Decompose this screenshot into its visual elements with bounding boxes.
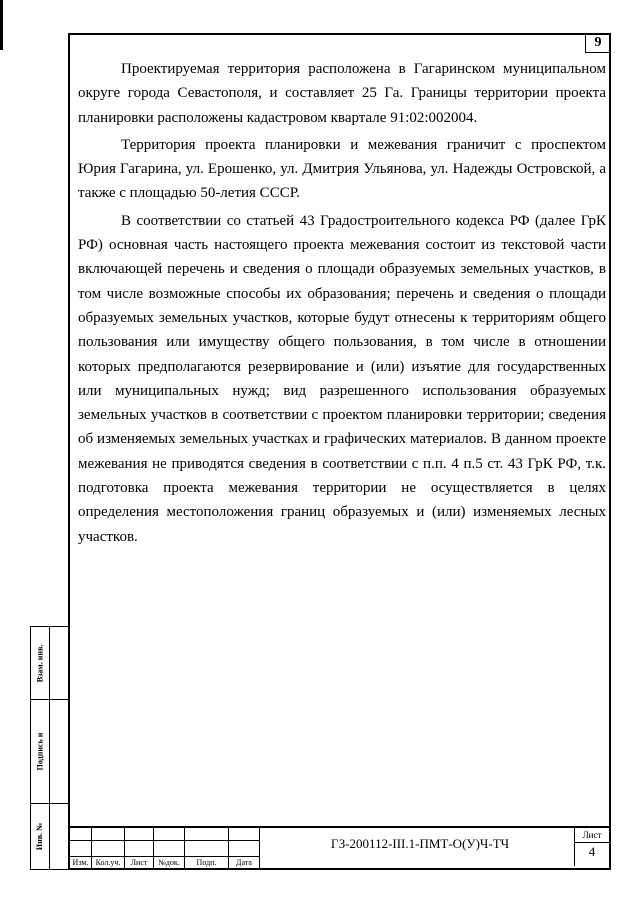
- side-col-line: [49, 627, 50, 869]
- tb-label-list: Лист: [125, 856, 154, 868]
- sheet-box: [574, 828, 609, 866]
- tb-label-kolutch: Кол.уч.: [92, 856, 125, 868]
- side-stamp-strip: [30, 626, 68, 870]
- side-label-vzam-inv: Взам. инв.: [35, 644, 45, 682]
- tb-label-podp: Подп.: [185, 856, 229, 868]
- tb-row-line-1: [70, 840, 260, 841]
- paragraph-1: Проектируемая территория расположена в Гагаринском муниципальном округе города Севастополя, и составляет 25 Га. Границы территории проекта планировки расположены кадастровом квартале 91:02:002004.: [78, 61, 606, 126]
- tb-label-data: Дата: [229, 856, 260, 868]
- scan-artifact-mark: [0, 0, 3, 50]
- tb-label-izm: Изм.: [70, 856, 92, 868]
- top-sheet-number: 9: [585, 33, 611, 53]
- side-label-podpis: Подпись и: [35, 732, 45, 770]
- paragraph-2: Территория проекта планировки и межевания граничит с проспектом Юрия Гагарина, ул. Ерошенко, ул. Дмитрия Ульянова, ул. Надежды Островской, а также с площадью 50-летия СССР.: [78, 136, 606, 202]
- document-code: ГЗ-200112-III.1-ПМТ-О(У)Ч-ТЧ: [330, 836, 510, 851]
- title-block: [70, 826, 609, 868]
- drawing-frame: [68, 33, 611, 870]
- tb-label-ndok: №док.: [154, 856, 185, 868]
- side-label-inv-no: Инв. №: [35, 822, 45, 850]
- body-text: [78, 57, 606, 552]
- sheet-label: Лист: [575, 828, 609, 843]
- paragraph-3: В соответствии со статьей 43 Градостроительного кодекса РФ (далее ГрК РФ) основная часть настоящего проекта межевания состоит из текстовой части включающей перечень и сведения о площади образуемых земельных участков, в том числе возможные способы их образования; перечень и сведения о площади образуемых земельных участков, которые будут отнесены к территориям общего пользования или имуществу общего пользования, в том числе в отношении которых предполагаются резервирование и (или) изъятие для государственных или муниципальных нужд; вид разрешенного использования образуемых земельных участков в соответствии с проектом планировки территории; сведения об изменяемых земельных участках и графических материалов. В данном проекте межевания не приводятся сведения в соответствии с п.п. 4 п.5 ст. 43 ГрК РФ, т.к. подготовка проекта межевания территории не осуществляется в целях определения местоположения границ образуемых и (или) изменяемых лесных участков.: [78, 212, 606, 545]
- sheet-number: 4: [588, 844, 596, 859]
